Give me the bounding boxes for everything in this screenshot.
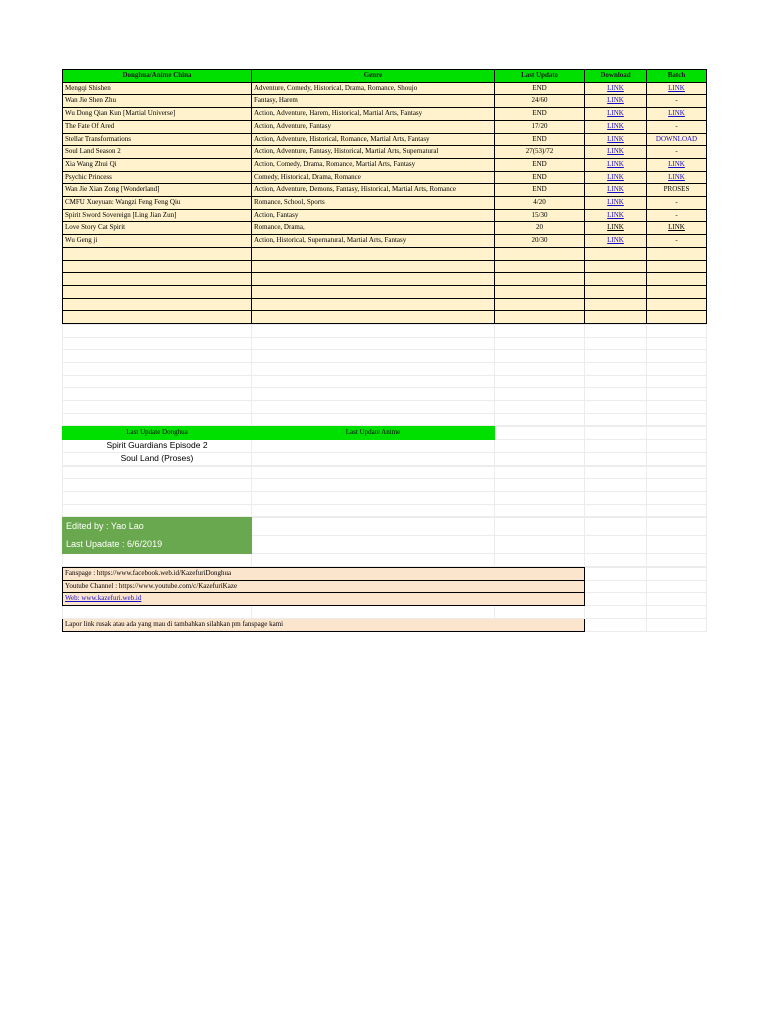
download-cell[interactable] — [585, 171, 647, 184]
batch-cell — [647, 235, 707, 248]
empty-cell — [252, 311, 495, 324]
empty-cell — [585, 273, 647, 286]
empty-cell — [252, 247, 495, 260]
info-table — [62, 567, 707, 632]
empty-grid — [62, 324, 707, 427]
last-update-cell: 27(53)/72 — [495, 146, 585, 159]
batch-link: - — [675, 210, 678, 219]
empty-cell — [495, 311, 585, 324]
grid-cell — [585, 504, 647, 517]
batch-link[interactable]: LINK — [668, 223, 685, 232]
grid-cell — [585, 388, 647, 401]
empty-cell — [63, 260, 252, 273]
download-link[interactable]: LINK — [607, 134, 624, 143]
last-update-cell: END — [495, 82, 585, 95]
batch-cell — [647, 120, 707, 133]
download-link[interactable]: LINK — [607, 198, 624, 207]
batch-cell[interactable] — [647, 222, 707, 235]
batch-link[interactable]: LINK — [668, 159, 685, 168]
youtube-text: Youtube Channel : https://www.youtube.com/c/KazefuriKaze — [63, 580, 585, 593]
genre-cell: Romance, Drama, — [252, 222, 495, 235]
last-update-table — [62, 426, 707, 465]
grid-cell — [647, 363, 707, 376]
batch-link: - — [675, 96, 678, 105]
title-cell: Wan Jie Xian Zong [Wonderland] — [63, 184, 252, 197]
table-row — [63, 197, 707, 210]
batch-cell[interactable] — [647, 133, 707, 146]
download-cell[interactable] — [585, 197, 647, 210]
genre-cell: Action, Fantasy — [252, 209, 495, 222]
grid-cell — [252, 413, 495, 426]
empty-row — [63, 311, 707, 324]
grid-cell — [585, 413, 647, 426]
grid-cell — [495, 491, 585, 504]
download-cell[interactable] — [585, 184, 647, 197]
table-row — [63, 209, 707, 222]
last-update-cell: 24/60 — [495, 95, 585, 108]
table-row — [63, 108, 707, 121]
edited-by: Edited by : Yao Lao — [63, 518, 252, 536]
batch-cell — [647, 184, 707, 197]
grid-cell — [495, 413, 585, 426]
empty-cell — [495, 260, 585, 273]
title-cell: The Fate Of Ared — [63, 120, 252, 133]
title-cell: Wu Geng ji — [63, 235, 252, 248]
empty-cell — [585, 311, 647, 324]
grid-cell — [647, 479, 707, 492]
batch-link: - — [675, 198, 678, 207]
grid-cell — [495, 337, 585, 350]
batch-link[interactable]: LINK — [668, 109, 685, 118]
empty-cell — [252, 273, 495, 286]
empty-row — [63, 247, 707, 260]
header-download: Download — [585, 70, 647, 83]
empty-cell — [252, 285, 495, 298]
title-cell: Mengqi Shishen — [63, 82, 252, 95]
grid-row — [63, 479, 707, 492]
last-update-cell: 17/20 — [495, 120, 585, 133]
batch-link: - — [675, 121, 678, 130]
last-update-cell: 20/30 — [495, 235, 585, 248]
download-cell[interactable] — [585, 82, 647, 95]
web-link[interactable] — [63, 593, 585, 606]
grid-cell — [647, 466, 707, 479]
grid-cell — [63, 375, 252, 388]
download-cell[interactable] — [585, 146, 647, 159]
grid-cell — [495, 324, 585, 337]
empty-cell — [647, 285, 707, 298]
download-cell[interactable] — [585, 209, 647, 222]
donghua-table — [62, 69, 707, 324]
table-row — [63, 95, 707, 108]
genre-cell: Adventure, Comedy, Historical, Drama, Romance, Shoujo — [252, 82, 495, 95]
genre-cell: Fantasy, Harem — [252, 95, 495, 108]
grid-cell — [63, 413, 252, 426]
empty-cell — [495, 247, 585, 260]
table-row — [63, 235, 707, 248]
last-update-cell: END — [495, 171, 585, 184]
download-link[interactable]: LINK — [607, 159, 624, 168]
genre-cell: Action, Adventure, Demons, Fantasy, Historical, Martial Arts, Romance — [252, 184, 495, 197]
empty-cell — [585, 260, 647, 273]
title-cell: Spirit Sword Sovereign [Ling Jian Zun] — [63, 209, 252, 222]
edited-box — [62, 517, 707, 567]
table-row — [63, 120, 707, 133]
grid-cell — [252, 491, 495, 504]
grid-cell — [63, 491, 252, 504]
grid-row — [63, 466, 707, 479]
download-cell[interactable] — [585, 133, 647, 146]
header-genre: Genre — [252, 70, 495, 83]
grid-cell — [585, 375, 647, 388]
genre-cell: Action, Adventure, Harem, Historical, Martial Arts, Fantasy — [252, 108, 495, 121]
empty-cell — [495, 298, 585, 311]
download-cell[interactable] — [585, 120, 647, 133]
batch-cell — [647, 146, 707, 159]
grid-cell — [63, 363, 252, 376]
grid-row — [63, 363, 707, 376]
title-cell: Wan Jie Shen Zhu — [63, 95, 252, 108]
batch-link: PROSES — [663, 185, 690, 194]
grid-cell — [63, 479, 252, 492]
grid-cell — [647, 413, 707, 426]
grid-cell — [63, 401, 252, 414]
grid-cell — [252, 337, 495, 350]
last-update-cell: END — [495, 158, 585, 171]
empty-row — [63, 273, 707, 286]
empty-cell — [647, 311, 707, 324]
grid-cell — [63, 504, 252, 517]
grid-cell — [63, 350, 252, 363]
last-update-anime-header: Last Update Anime — [252, 427, 495, 440]
grid-row — [63, 491, 707, 504]
grid-cell — [63, 466, 252, 479]
genre-cell: Action, Adventure, Fantasy — [252, 120, 495, 133]
grid-row — [63, 388, 707, 401]
grid-cell — [647, 504, 707, 517]
download-link[interactable]: LINK — [607, 185, 624, 194]
last-update-cell: END — [495, 184, 585, 197]
grid-cell — [647, 337, 707, 350]
batch-link[interactable]: LINK — [668, 83, 685, 92]
download-link[interactable]: LINK — [607, 83, 624, 92]
table-row — [63, 184, 707, 197]
batch-link: - — [675, 236, 678, 245]
grid-cell — [252, 466, 495, 479]
empty-cell — [63, 273, 252, 286]
grid-cell — [585, 401, 647, 414]
download-link[interactable]: LINK — [607, 223, 624, 232]
grid-cell — [495, 363, 585, 376]
grid-cell — [585, 350, 647, 363]
grid-cell — [647, 324, 707, 337]
grid-cell — [63, 324, 252, 337]
grid-row — [63, 413, 707, 426]
grid-cell — [495, 350, 585, 363]
table-header-row — [63, 70, 707, 83]
grid-cell — [495, 401, 585, 414]
empty-cell — [585, 298, 647, 311]
table-row — [63, 222, 707, 235]
table-row — [63, 158, 707, 171]
last-update-cell: END — [495, 108, 585, 121]
grid-cell — [585, 337, 647, 350]
batch-cell — [647, 95, 707, 108]
download-link[interactable]: LINK — [607, 236, 624, 245]
download-link[interactable]: LINK — [607, 121, 624, 130]
empty-cell — [252, 260, 495, 273]
last-update-donghua-header: Last Update Donghua — [63, 427, 252, 440]
title-cell: Psychic Princess — [63, 171, 252, 184]
grid-cell — [647, 388, 707, 401]
download-link[interactable]: LINK — [607, 210, 624, 219]
table-row — [63, 133, 707, 146]
grid-cell — [495, 504, 585, 517]
empty-cell — [647, 298, 707, 311]
empty-cell — [585, 285, 647, 298]
batch-cell[interactable] — [647, 82, 707, 95]
table-row — [63, 171, 707, 184]
batch-cell[interactable] — [647, 108, 707, 121]
batch-link: - — [675, 147, 678, 156]
empty-cell — [495, 285, 585, 298]
grid-row — [63, 375, 707, 388]
download-link[interactable]: LINK — [607, 172, 624, 181]
empty-cell — [647, 247, 707, 260]
title-cell: CMFU Xueyuan: Wangzi Feng Feng Qiu — [63, 197, 252, 210]
empty-cell — [63, 285, 252, 298]
batch-cell[interactable] — [647, 158, 707, 171]
batch-link[interactable]: LINK — [668, 172, 685, 181]
last-update-item: Soul Land (Proses) — [63, 452, 252, 465]
genre-cell: Action, Adventure, Fantasy, Historical, Martial Arts, Supernatural — [252, 146, 495, 159]
last-updated-date: Last Upadate : 6/6/2019 — [63, 536, 252, 554]
batch-link[interactable]: DOWNLOAD — [655, 134, 698, 143]
download-cell[interactable] — [585, 235, 647, 248]
download-link[interactable]: LINK — [607, 96, 624, 105]
empty-row — [63, 285, 707, 298]
genre-cell: Comedy, Historical, Drama, Romance — [252, 171, 495, 184]
grid-cell — [495, 466, 585, 479]
grid-cell — [647, 375, 707, 388]
empty-cell — [495, 273, 585, 286]
empty-row — [63, 260, 707, 273]
grid-cell — [252, 350, 495, 363]
last-update-cell: 15/30 — [495, 209, 585, 222]
genre-cell: Action, Adventure, Historical, Romance, Martial Arts, Fantasy — [252, 133, 495, 146]
spreadsheet — [62, 69, 706, 632]
batch-cell[interactable] — [647, 171, 707, 184]
header-last-update: Last Update — [495, 70, 585, 83]
empty-cell — [63, 311, 252, 324]
download-link[interactable]: LINK — [607, 147, 624, 156]
empty-cell — [63, 247, 252, 260]
grid-cell — [63, 337, 252, 350]
title-cell: Wu Dong Qian Kun [Martial Universe] — [63, 108, 252, 121]
genre-cell: Action, Historical, Supernatural, Martial Arts, Fantasy — [252, 235, 495, 248]
last-update-cell: 20 — [495, 222, 585, 235]
grid-cell — [252, 375, 495, 388]
grid-cell — [585, 466, 647, 479]
empty-cell — [63, 298, 252, 311]
empty-row — [63, 298, 707, 311]
last-update-cell: 4/20 — [495, 197, 585, 210]
title-cell: Xia Wang Zhui Qi — [63, 158, 252, 171]
grid-cell — [647, 401, 707, 414]
table-row — [63, 146, 707, 159]
download-cell[interactable] — [585, 158, 647, 171]
empty-cell — [647, 273, 707, 286]
title-cell: Love Story Cat Spirit — [63, 222, 252, 235]
grid-row — [63, 401, 707, 414]
grid-cell — [252, 479, 495, 492]
grid-cell — [495, 479, 585, 492]
grid-cell — [252, 388, 495, 401]
grid-row — [63, 337, 707, 350]
grid-cell — [495, 388, 585, 401]
report-text: Lapor link rusak atau ada yang mau di tambahkan silahkan pm fanspage kami — [63, 618, 585, 631]
empty-grid-2 — [62, 466, 707, 518]
grid-cell — [252, 401, 495, 414]
batch-cell — [647, 197, 707, 210]
grid-cell — [252, 324, 495, 337]
grid-cell — [585, 479, 647, 492]
grid-cell — [495, 375, 585, 388]
grid-cell — [585, 324, 647, 337]
title-cell: Stellar Transformations — [63, 133, 252, 146]
download-cell[interactable] — [585, 108, 647, 121]
empty-cell — [252, 298, 495, 311]
genre-cell: Action, Comedy, Drama, Romance, Martial Arts, Fantasy — [252, 158, 495, 171]
grid-cell — [647, 491, 707, 504]
genre-cell: Romance, School, Sports — [252, 197, 495, 210]
fanspage-text: Fanspage : https://www.facebook.web.id/KazefuriDonghua — [63, 568, 585, 581]
grid-cell — [585, 491, 647, 504]
download-cell[interactable] — [585, 95, 647, 108]
download-link[interactable]: LINK — [607, 109, 624, 118]
grid-cell — [252, 363, 495, 376]
grid-row — [63, 504, 707, 517]
grid-cell — [252, 504, 495, 517]
title-cell: Soul Land Season 2 — [63, 146, 252, 159]
empty-cell — [585, 247, 647, 260]
grid-cell — [585, 363, 647, 376]
web-link-text[interactable]: Web: www.kazefuri.web.id — [65, 594, 142, 603]
batch-cell — [647, 209, 707, 222]
last-update-item: Spirit Guardians Episode 2 — [63, 440, 252, 453]
last-update-cell: END — [495, 133, 585, 146]
header-batch: Batch — [647, 70, 707, 83]
table-row — [63, 82, 707, 95]
empty-cell — [647, 260, 707, 273]
grid-row — [63, 324, 707, 337]
grid-row — [63, 350, 707, 363]
header-title: Donghua/Anime China — [63, 70, 252, 83]
grid-cell — [647, 350, 707, 363]
download-cell[interactable] — [585, 222, 647, 235]
grid-cell — [63, 388, 252, 401]
